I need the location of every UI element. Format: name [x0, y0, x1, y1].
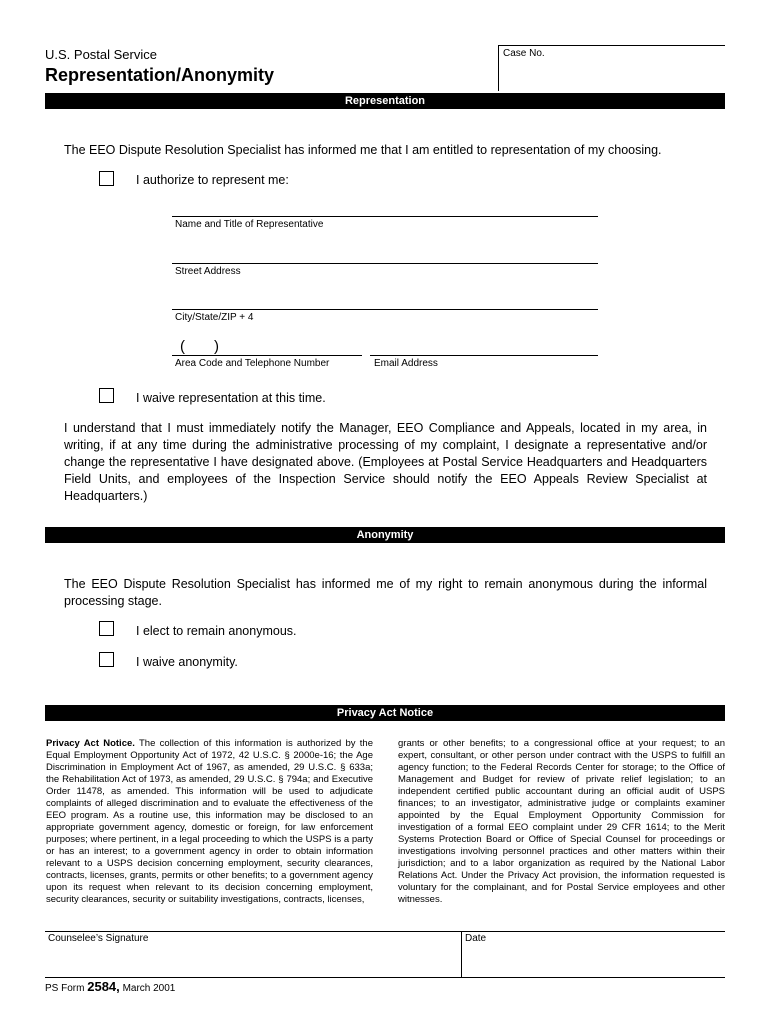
privacy-heading: Privacy Act Notice.	[46, 738, 135, 749]
phone-paren-close: )	[214, 338, 219, 355]
phone-label: Area Code and Telephone Number	[175, 358, 330, 369]
email-label: Email Address	[374, 358, 438, 369]
waive-anonymity-label: I waive anonymity.	[136, 655, 238, 669]
date-label: Date	[465, 933, 487, 944]
waive-representation-checkbox[interactable]	[99, 388, 114, 403]
elect-anonymous-checkbox[interactable]	[99, 621, 114, 636]
authorize-checkbox[interactable]	[99, 171, 114, 186]
privacy-text-left: The collection of this information is authorized by the Equal Employment Opportunity Act of 1972, 42 U.S.C. § 2000e-16; the Age Discrimination in Employment Act of 1967, as amended, 29 U.S.C. § 633a; the Rehabilitation Act of 1973, as amended, 29 U.S.C. § 794a; and Executive Order 11478, as amended. This information will be used to adjudicate complaints of alleged discrimination and to evaluate the effectiveness of the EEO program. As a routine use, this information may be disclosed to an appropriate government agency, domestic or foreign, for law enforcement purposes; where pertinent, in a legal proceeding to which the USPS is a party or has an interest; to a government agency in order to obtain information relevant to a USPS decision concerning employment, security clearances, contracts, licenses, grants, permits or other benefits; to a government agency upon its request when relevant to its decision concerning employment, security clearances, security or suitability investigations, contracts, licenses,	[46, 738, 374, 905]
form-prefix: PS Form	[45, 983, 85, 994]
form-title: Representation/Anonymity	[45, 65, 275, 85]
section-bar-anonymity: Anonymity	[45, 527, 725, 543]
street-address-line[interactable]	[172, 263, 598, 264]
phone-paren-open: (	[180, 338, 185, 355]
representative-name-label: Name and Title of Representative	[175, 219, 324, 230]
waive-anonymity-checkbox[interactable]	[99, 652, 114, 667]
form-number: 2584,	[87, 979, 120, 994]
form-footer	[45, 979, 175, 994]
city-state-zip-label: City/State/ZIP + 4	[175, 312, 254, 323]
phone-line[interactable]	[172, 355, 362, 356]
date-field[interactable]	[463, 944, 723, 976]
signature-divider	[461, 931, 462, 977]
counselee-signature-field[interactable]	[45, 944, 459, 976]
representation-intro: The EEO Dispute Resolution Specialist has informed me that I am entitled to representation of my choosing.	[64, 143, 662, 157]
representative-name-line[interactable]	[172, 216, 598, 217]
authorize-label: I authorize to represent me:	[136, 173, 289, 187]
privacy-column-right: grants or other benefits; to a congressional office at your request; to an expert, consultant, or other person under contract with the USPS to fulfill an agency function; to the Federal Records Center for storage; to the Office of Management and Budget for review of private relief legislation; to an independent certified public accountant during an official audit of USPS finances; to an investigator, administrative judge or complaints examiner appointed by the Equal Employment Opportunity Commission for investigation of a formal EEO complaint under 29 CFR 1614; to the Merit Systems Protection Board or Office of Special Counsel for proceedings or investigations involving personnel practices and other matters within their jurisdiction; and to a labor organization as required by the National Labor Relations Act. Under the Privacy Act provision, the information requested is voluntary for the complainant, and for Postal Service employees and other witnesses.	[398, 738, 725, 905]
understand-paragraph: I understand that I must immediately notify the Manager, EEO Compliance and Appeals, located in my area, in writing, if at any time during the administrative processing of my complaint, I designate a representative and/or change the representative I have designated above. (Employees at Postal Service Headquarters and Headquarters Field Units, and employees of the Inspection Service should notify the EEO Appeals Review Specialist at Headquarters.)	[64, 421, 707, 503]
signature-bottom-rule	[45, 977, 725, 978]
organization-name: U.S. Postal Service	[45, 47, 157, 62]
case-number-label: Case No.	[503, 48, 545, 59]
waive-representation-label: I waive representation at this time.	[136, 391, 326, 405]
section-bar-representation: Representation	[45, 93, 725, 109]
form-date: March 2001	[122, 983, 176, 994]
counselee-signature-label: Counselee’s Signature	[48, 933, 149, 944]
section-bar-privacy: Privacy Act Notice	[45, 705, 725, 721]
street-address-label: Street Address	[175, 266, 241, 277]
privacy-column-left	[46, 738, 373, 906]
elect-anonymous-label: I elect to remain anonymous.	[136, 624, 297, 638]
email-line[interactable]	[370, 355, 598, 356]
city-state-zip-line[interactable]	[172, 309, 598, 310]
anonymity-intro: The EEO Dispute Resolution Specialist has informed me of my right to remain anonymous during the informal processing stage.	[64, 577, 707, 608]
signature-top-rule	[45, 931, 725, 932]
